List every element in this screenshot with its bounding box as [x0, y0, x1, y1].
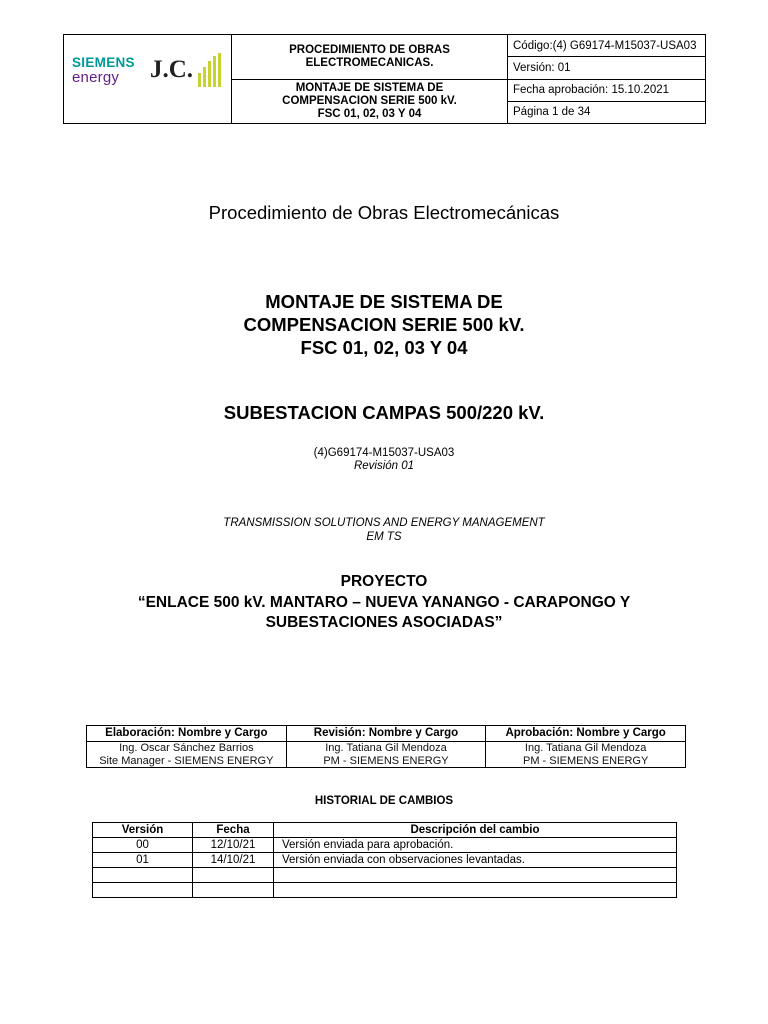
history-cell: 12/10/21 [193, 838, 274, 853]
header-title-bottom: MONTAJE DE SISTEMA DE COMPENSACION SERIE 500 kV. FSC 01, 02, 03 Y 04 [232, 79, 508, 124]
approval-header-aprobacion: Aprobación: Nombre y Cargo [486, 726, 686, 742]
header-fecha-aprobacion: Fecha aprobación: 15.10.2021 [508, 79, 706, 101]
division-label: TRANSMISSION SOLUTIONS AND ENERGY MANAGEMENT EM TS [223, 517, 545, 543]
jc-logo-bars-icon [184, 53, 224, 87]
approval-header-revision: Revisión: Nombre y Cargo [286, 726, 486, 742]
history-cell: 00 [93, 838, 193, 853]
history-cell [274, 868, 677, 883]
approval-cell: Ing. Tatiana Gil Mendoza PM - SIEMENS ENERGY [486, 742, 686, 768]
history-table [92, 822, 677, 898]
history-cell [93, 868, 193, 883]
header-codigo: Código:(4) G69174-M15037-USA03 [508, 35, 706, 57]
document-subtitle: Procedimiento de Obras Electromecánicas [208, 202, 560, 223]
project-name: “ENLACE 500 kV. MANTARO – NUEVA YANANGO - CARAPONGO Y SUBESTACIONES ASOCIADAS” [137, 594, 631, 631]
substation-title: SUBESTACION CAMPAS 500/220 kV. [223, 402, 545, 423]
approval-cell: Ing. Tatiana Gil Mendoza PM - SIEMENS ENERGY [286, 742, 486, 768]
history-header-descripcion: Descripción del cambio [274, 823, 677, 838]
history-cell [193, 883, 274, 898]
header-title-top: PROCEDIMIENTO DE OBRAS ELECTROMECANICAS. [232, 35, 508, 80]
project-label: PROYECTO [340, 573, 428, 590]
history-cell [274, 883, 677, 898]
table-row [87, 742, 686, 768]
table-row [93, 853, 677, 868]
table-row [87, 726, 686, 742]
document-header [63, 34, 706, 124]
jc-logo: J.C. [150, 56, 194, 83]
logo-area [64, 35, 232, 124]
history-cell [93, 883, 193, 898]
table-row [93, 838, 677, 853]
main-title: MONTAJE DE SISTEMA DE COMPENSACION SERIE 500 kV. FSC 01, 02, 03 Y 04 [243, 291, 525, 358]
table-row [93, 868, 677, 883]
history-cell: Versión enviada con observaciones levantadas. [274, 853, 677, 868]
history-header-version: Versión [93, 823, 193, 838]
history-title: HISTORIAL DE CAMBIOS [314, 795, 454, 807]
table-row [93, 823, 677, 838]
history-cell: 01 [93, 853, 193, 868]
approval-table [86, 725, 686, 768]
header-pagina: Página 1 de 34 [508, 101, 706, 123]
history-cell [193, 868, 274, 883]
history-cell: 14/10/21 [193, 853, 274, 868]
approval-header-elaboracion: Elaboración: Nombre y Cargo [87, 726, 287, 742]
header-version: Versión: 01 [508, 57, 706, 79]
document-code: (4)G69174-M15037-USA03 [313, 447, 455, 459]
history-cell: Versión enviada para aprobación. [274, 838, 677, 853]
energy-logo: energy [72, 69, 120, 86]
siemens-logo: SIEMENS [72, 55, 135, 70]
history-header-fecha: Fecha [193, 823, 274, 838]
table-row [93, 883, 677, 898]
approval-cell: Ing. Oscar Sánchez Barrios Site Manager - SIEMENS ENERGY [87, 742, 287, 768]
revision-label: Revisión 01 [353, 460, 415, 472]
